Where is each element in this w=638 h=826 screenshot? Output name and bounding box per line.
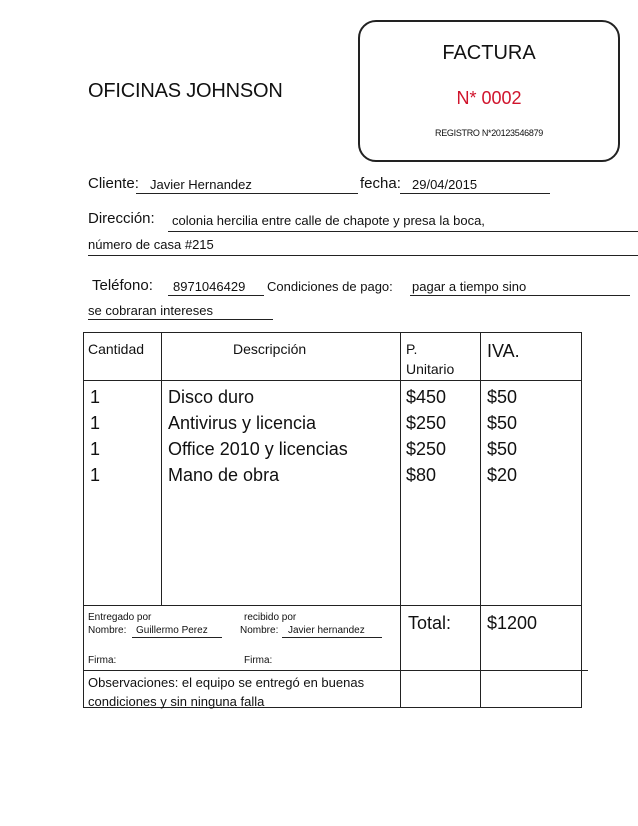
address-label: Dirección: [88, 210, 155, 227]
table-row-desc [168, 384, 348, 488]
row-tax: $50 [487, 387, 518, 407]
col-divider-desc [400, 332, 401, 708]
total-value: $1200 [487, 613, 538, 633]
address-underline-1 [168, 231, 638, 232]
row-desc: Office 2010 y licencias [168, 439, 348, 459]
delivered-name-label: Nombre: [88, 625, 127, 636]
row-qty: 1 [90, 465, 101, 485]
client-value: Javier Hernandez [150, 177, 252, 192]
row-qty: 1 [90, 439, 101, 459]
received-name-underline [282, 637, 382, 638]
header-description: Descripción [233, 341, 307, 357]
delivered-name-value: Guillermo Perez [136, 625, 208, 636]
row-desc: Mano de obra [168, 465, 280, 485]
client-label: Cliente: [88, 175, 139, 192]
row-tax: $20 [487, 465, 518, 485]
date-underline [400, 193, 550, 194]
delivered-name-underline [132, 637, 222, 638]
payment-label: Condiciones de pago: [267, 279, 393, 294]
total-label: Total: [408, 613, 452, 633]
row-qty: 1 [90, 387, 101, 407]
items-bottom-divider [83, 605, 582, 606]
delivered-by-label: Entregado por [88, 612, 152, 623]
signature-label-2: Firma: [244, 655, 273, 666]
address-value-line2: número de casa #215 [88, 237, 214, 252]
signature-row-divider [83, 670, 400, 671]
total-row-divider [400, 670, 588, 671]
table-row-tax [487, 384, 517, 488]
received-name-value: Javier hernandez [288, 625, 365, 636]
phone-label: Teléfono: [92, 277, 153, 294]
row-qty: 1 [90, 413, 101, 433]
signature-label-1: Firma: [88, 655, 117, 666]
col-divider-price [480, 332, 481, 708]
payment-underline-1 [410, 295, 630, 296]
received-name-label: Nombre: [240, 625, 279, 636]
invoice-number: N* 0002 [456, 88, 522, 108]
header-quantity: Cantidad [88, 341, 145, 357]
row-desc: Disco duro [168, 387, 255, 407]
header-tax: IVA. [487, 341, 520, 361]
address-underline-2 [88, 255, 638, 256]
header-unit-price-line2: Unitario [406, 361, 455, 377]
registry-number: REGISTRO N*20123546879 [435, 128, 543, 138]
table-row-price [406, 384, 446, 488]
row-tax: $50 [487, 413, 518, 433]
client-underline [136, 193, 358, 194]
row-desc: Antivirus y licencia [168, 413, 317, 433]
phone-value: 8971046429 [173, 279, 246, 294]
table-row-qty [90, 384, 100, 488]
row-price: $80 [406, 465, 437, 485]
row-tax: $50 [487, 439, 518, 459]
company-name: OFICINAS JOHNSON [88, 80, 283, 102]
row-price: $250 [406, 439, 447, 459]
row-price: $450 [406, 387, 447, 407]
invoice-title: FACTURA [442, 42, 536, 64]
date-value: 29/04/2015 [412, 177, 478, 192]
row-price: $250 [406, 413, 447, 433]
payment-underline-2 [88, 319, 273, 320]
observations: Observaciones: el equipo se entregó en buenas condiciones y sin ninguna falla [88, 675, 365, 709]
received-by-label: recibido por [244, 612, 297, 623]
header-row-divider [83, 380, 582, 381]
date-label: fecha: [360, 175, 401, 192]
invoice-header-box [358, 20, 620, 162]
payment-value-line1: pagar a tiempo sino [412, 279, 527, 294]
payment-value-line2: se cobraran intereses [88, 303, 214, 318]
col-divider-qty [161, 332, 162, 606]
address-value-line1: colonia hercilia entre calle de chapote y presa la boca, [172, 213, 485, 228]
phone-underline [168, 295, 264, 296]
header-unit-price-line1: P. [406, 341, 418, 357]
